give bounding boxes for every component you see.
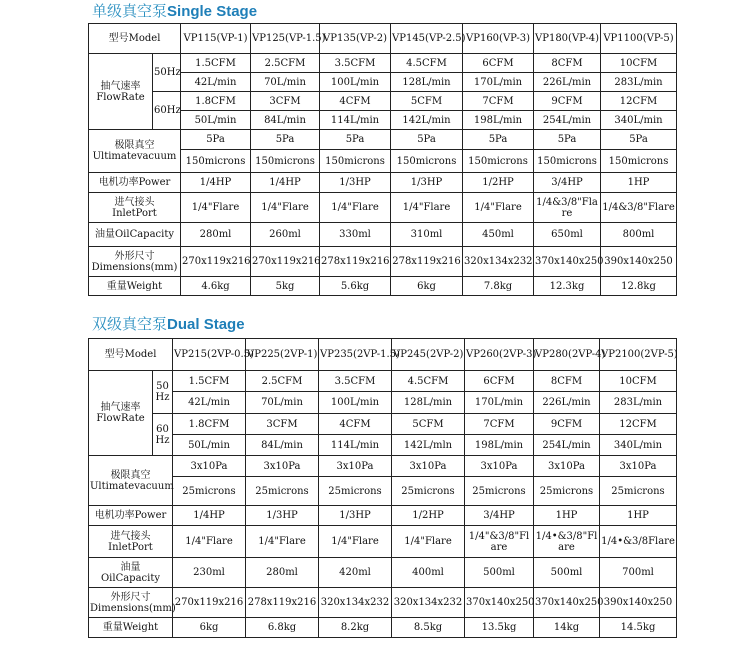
cfm-cell: 4CFM bbox=[320, 92, 391, 111]
lmin-cell: 84L/min bbox=[251, 111, 320, 130]
vacuum-cell: 3x10Pa bbox=[465, 456, 534, 477]
power-cell: 1HP bbox=[600, 506, 677, 526]
inlet-label-en: InletPort bbox=[112, 207, 157, 219]
weight-cell: 8.2kg bbox=[319, 618, 392, 638]
inlet-label-cn: 进气接头 bbox=[114, 196, 155, 208]
lmin-cell: 114L/min bbox=[319, 435, 392, 456]
oil-cell: 800ml bbox=[601, 223, 677, 247]
vacuum-cell: 150microns bbox=[181, 150, 251, 173]
power-cell: 1/3HP bbox=[246, 506, 319, 526]
vacuum-cell: 25microns bbox=[465, 477, 534, 506]
vacuum-cell: 3x10Pa bbox=[392, 456, 465, 477]
vacuum-cell: 3x10Pa bbox=[534, 456, 600, 477]
vacuum-cell: 150microns bbox=[391, 150, 463, 173]
vacuum-cell: 5Pa bbox=[320, 130, 391, 150]
cfm-cell: 1.8CFM bbox=[181, 92, 251, 111]
dual-stage-spec-table bbox=[88, 338, 677, 638]
model-cell: VP215(2VP-0.5) bbox=[173, 339, 246, 371]
power-label: 电机功率Power bbox=[89, 173, 181, 193]
dimensions-cell: 270x119x216 bbox=[173, 588, 246, 618]
vacuum-pa-row bbox=[89, 456, 677, 477]
vacuum-label-cn: 极限真空 bbox=[114, 140, 155, 151]
inlet-cell: 1/4"Flare bbox=[391, 193, 463, 223]
cfm-cell: 10CFM bbox=[601, 54, 677, 73]
inlet-cell: 1/4"Flare bbox=[246, 526, 319, 558]
lmin-cell: 170L/min bbox=[463, 73, 534, 92]
oil-cell: 700ml bbox=[600, 558, 677, 588]
power-row bbox=[89, 506, 677, 526]
dimensions-cell: 320x134x232 bbox=[392, 588, 465, 618]
cfm-cell: 2.5CFM bbox=[246, 371, 319, 392]
lmin-cell: 50L/min bbox=[173, 435, 246, 456]
vacuum-pa-row bbox=[89, 130, 677, 150]
lmin-cell: 142L/min bbox=[391, 111, 463, 130]
flow-60hz-cfm-row bbox=[89, 414, 677, 435]
lmin-cell: 128L/min bbox=[391, 73, 463, 92]
model-cell: VP260(2VP-3) bbox=[465, 339, 534, 371]
hz50-label: 50Hz bbox=[153, 54, 181, 92]
inlet-row bbox=[89, 193, 677, 223]
dimensions-label-cn: 外形尺寸 bbox=[114, 250, 155, 262]
weight-cell: 8.5kg bbox=[392, 618, 465, 638]
lmin-cell: 340L/min bbox=[600, 435, 677, 456]
cfm-cell: 6CFM bbox=[463, 54, 534, 73]
lmin-cell: 84L/min bbox=[246, 435, 319, 456]
oil-row bbox=[89, 223, 677, 247]
vacuum-cell: 3x10Pa bbox=[319, 456, 392, 477]
oil-label bbox=[89, 558, 173, 588]
dimensions-cell: 278x119x216 bbox=[246, 588, 319, 618]
inlet-cell: 1/4"Flare bbox=[251, 193, 320, 223]
weight-cell: 14kg bbox=[534, 618, 600, 638]
dimensions-cell: 370x140x250 bbox=[465, 588, 534, 618]
lmin-cell: 254L/min bbox=[534, 435, 600, 456]
inlet-label-cn: 进气接头 bbox=[110, 530, 151, 542]
flow-rate-label bbox=[89, 371, 153, 456]
vacuum-label-en: Ultimatevacuum bbox=[92, 151, 177, 162]
weight-row bbox=[89, 277, 677, 296]
cfm-cell: 2.5CFM bbox=[251, 54, 320, 73]
lmin-cell: 42L/min bbox=[181, 73, 251, 92]
oil-cell: 650ml bbox=[534, 223, 601, 247]
dimensions-label-en: Dimensions(mm) bbox=[91, 261, 178, 273]
vacuum-cell: 25microns bbox=[319, 477, 392, 506]
model-cell: VP280(2VP-4) bbox=[534, 339, 600, 371]
oil-cell: 450ml bbox=[463, 223, 534, 247]
lmin-cell: 198L/min bbox=[463, 111, 534, 130]
vacuum-cell: 25microns bbox=[534, 477, 600, 506]
model-cell: VP2100(2VP-5) bbox=[600, 339, 677, 371]
oil-cell: 230ml bbox=[173, 558, 246, 588]
single-stage-heading-cn: 单级真空泵 bbox=[92, 2, 168, 20]
vacuum-label bbox=[89, 130, 181, 173]
lmin-cell: 340L/min bbox=[601, 111, 677, 130]
cfm-cell: 9CFM bbox=[534, 92, 601, 111]
inlet-row bbox=[89, 526, 677, 558]
vacuum-microns-row bbox=[89, 477, 677, 506]
oil-row bbox=[89, 558, 677, 588]
lmin-cell: 283L/min bbox=[601, 73, 677, 92]
vacuum-label-en: Ultimatevacuum bbox=[90, 480, 174, 492]
cfm-cell: 6CFM bbox=[465, 371, 534, 392]
cfm-cell: 5CFM bbox=[392, 414, 465, 435]
inlet-cell: 1/4•&3/8Flare bbox=[600, 526, 677, 558]
cfm-cell: 1.5CFM bbox=[181, 54, 251, 73]
inlet-cell: 1/4"Flare bbox=[463, 193, 534, 223]
cfm-cell: 3CFM bbox=[246, 414, 319, 435]
vacuum-cell: 150microns bbox=[320, 150, 391, 173]
dimensions-cell: 278x119x216 bbox=[391, 247, 463, 277]
inlet-label bbox=[89, 193, 181, 223]
oil-cell: 280ml bbox=[246, 558, 319, 588]
dimensions-cell: 270x119x216 bbox=[181, 247, 251, 277]
power-cell: 1/4HP bbox=[181, 173, 251, 193]
cfm-cell: 4.5CFM bbox=[392, 371, 465, 392]
inlet-cell: 1/4&3/8"Flare bbox=[534, 193, 601, 223]
cfm-cell: 3.5CFM bbox=[320, 54, 391, 73]
inlet-cell: 1/4•&3/8"Flare bbox=[534, 526, 600, 558]
oil-cell: 280ml bbox=[181, 223, 251, 247]
lmin-cell: 100L/min bbox=[319, 392, 392, 414]
flow-50hz-cfm-row bbox=[89, 371, 677, 392]
lmin-cell: 226L/min bbox=[534, 392, 600, 414]
flow-rate-label-en: FlowRate bbox=[96, 413, 145, 424]
weight-cell: 4.6kg bbox=[181, 277, 251, 296]
inlet-cell: 1/4"Flare bbox=[181, 193, 251, 223]
vacuum-cell: 25microns bbox=[246, 477, 319, 506]
power-cell: 3/4HP bbox=[534, 173, 601, 193]
weight-cell: 12.3kg bbox=[534, 277, 601, 296]
cfm-cell: 7CFM bbox=[463, 92, 534, 111]
inlet-label-en: InletPort bbox=[108, 541, 153, 553]
power-cell: 1/3HP bbox=[320, 173, 391, 193]
dimensions-cell: 390x140x250 bbox=[600, 588, 677, 618]
model-cell: VP180(VP-4) bbox=[534, 24, 601, 54]
power-cell: 1/4HP bbox=[173, 506, 246, 526]
vacuum-cell: 150microns bbox=[601, 150, 677, 173]
vacuum-cell: 3x10Pa bbox=[600, 456, 677, 477]
vacuum-cell: 25microns bbox=[600, 477, 677, 506]
cfm-cell: 10CFM bbox=[600, 371, 677, 392]
lmin-cell: 100L/min bbox=[320, 73, 391, 92]
power-cell: 1/2HP bbox=[392, 506, 465, 526]
dimensions-label-en: Dimensions(mm) bbox=[90, 602, 176, 614]
power-cell: 1HP bbox=[534, 506, 600, 526]
lmin-cell: 170L/min bbox=[465, 392, 534, 414]
oil-cell: 260ml bbox=[251, 223, 320, 247]
cfm-cell: 8CFM bbox=[534, 371, 600, 392]
weight-label: 重量Weight bbox=[89, 277, 181, 296]
vacuum-cell: 150microns bbox=[251, 150, 320, 173]
inlet-cell: 1/4"Flare bbox=[319, 526, 392, 558]
weight-cell: 6.8kg bbox=[246, 618, 319, 638]
model-cell: VP135(VP-2) bbox=[320, 24, 391, 54]
lmin-cell: 198L/min bbox=[465, 435, 534, 456]
flow-rate-label-cn: 抽气速率 bbox=[100, 80, 141, 92]
vacuum-cell: 5Pa bbox=[534, 130, 601, 150]
vacuum-cell: 5Pa bbox=[251, 130, 320, 150]
flow-50hz-cfm-row bbox=[89, 54, 677, 73]
cfm-cell: 12CFM bbox=[600, 414, 677, 435]
oil-cell: 400ml bbox=[392, 558, 465, 588]
oil-label-en: OilCapacity bbox=[100, 572, 161, 584]
vacuum-cell: 3x10Pa bbox=[173, 456, 246, 477]
vacuum-cell: 5Pa bbox=[181, 130, 251, 150]
power-cell: 1/2HP bbox=[463, 173, 534, 193]
hz50-label: 50Hz bbox=[153, 371, 173, 414]
dual-stage-heading-en: Dual Stage bbox=[167, 316, 245, 333]
lmin-cell: 70L/min bbox=[251, 73, 320, 92]
oil-cell: 500ml bbox=[534, 558, 600, 588]
lmin-cell: 114L/min bbox=[320, 111, 391, 130]
model-cell: VP1100(VP-5) bbox=[601, 24, 677, 54]
cfm-cell: 9CFM bbox=[534, 414, 600, 435]
power-cell: 1/4HP bbox=[251, 173, 320, 193]
model-cell: VP235(2VP-1.5) bbox=[319, 339, 392, 371]
cfm-cell: 12CFM bbox=[601, 92, 677, 111]
oil-label: 油量OilCapacity bbox=[89, 223, 181, 247]
model-cell: VP225(2VP-1) bbox=[246, 339, 319, 371]
weight-cell: 14.5kg bbox=[600, 618, 677, 638]
weight-row bbox=[89, 618, 677, 638]
lmin-cell: 70L/min bbox=[246, 392, 319, 414]
oil-cell: 330ml bbox=[320, 223, 391, 247]
weight-label: 重量Weight bbox=[89, 618, 173, 638]
model-cell: VP115(VP-1) bbox=[181, 24, 251, 54]
dimensions-cell: 320x134x232 bbox=[463, 247, 534, 277]
oil-cell: 310ml bbox=[391, 223, 463, 247]
model-cell: VP245(2VP-2) bbox=[392, 339, 465, 371]
vacuum-cell: 25microns bbox=[392, 477, 465, 506]
power-cell: 1/3HP bbox=[391, 173, 463, 193]
dimensions-cell: 370x140x250 bbox=[534, 588, 600, 618]
cfm-cell: 3CFM bbox=[251, 92, 320, 111]
vacuum-cell: 5Pa bbox=[463, 130, 534, 150]
cfm-cell: 8CFM bbox=[534, 54, 601, 73]
model-cell: VP160(VP-3) bbox=[463, 24, 534, 54]
flow-60hz-cfm-row bbox=[89, 92, 677, 111]
model-label: 型号Model bbox=[89, 339, 173, 371]
power-cell: 1HP bbox=[601, 173, 677, 193]
weight-cell: 12.8kg bbox=[601, 277, 677, 296]
weight-cell: 6kg bbox=[173, 618, 246, 638]
power-cell: 1/3HP bbox=[319, 506, 392, 526]
oil-cell: 420ml bbox=[319, 558, 392, 588]
hz60-label: 60Hz bbox=[153, 92, 181, 130]
lmin-cell: 254L/min bbox=[534, 111, 601, 130]
oil-label-cn: 油量 bbox=[120, 561, 141, 573]
vacuum-cell: 25microns bbox=[173, 477, 246, 506]
flow-rate-label-cn: 抽气速率 bbox=[100, 402, 141, 413]
dimensions-cell: 390x140x250 bbox=[601, 247, 677, 277]
dual-stage-heading-cn: 双级真空泵 bbox=[92, 315, 168, 333]
vacuum-cell: 5Pa bbox=[601, 130, 677, 150]
vacuum-cell: 150microns bbox=[463, 150, 534, 173]
cfm-cell: 4.5CFM bbox=[391, 54, 463, 73]
flow-60hz-lmin-row bbox=[89, 435, 677, 456]
lmin-cell: 128L/min bbox=[392, 392, 465, 414]
inlet-cell: 1/4&3/8"Flare bbox=[601, 193, 677, 223]
inlet-label bbox=[89, 526, 173, 558]
dimensions-row bbox=[89, 588, 677, 618]
cfm-cell: 3.5CFM bbox=[319, 371, 392, 392]
dimensions-label bbox=[89, 588, 176, 618]
cfm-cell: 1.5CFM bbox=[173, 371, 246, 392]
inlet-cell: 1/4"&3/8"Flare bbox=[465, 526, 534, 558]
cfm-cell: 4CFM bbox=[319, 414, 392, 435]
dimensions-cell: 370x140x250 bbox=[534, 247, 601, 277]
vacuum-label-cn: 极限真空 bbox=[110, 469, 151, 481]
flow-50hz-lmin-row bbox=[89, 392, 677, 414]
power-row bbox=[89, 173, 677, 193]
model-label: 型号Model bbox=[89, 24, 181, 54]
dual-stage-heading bbox=[92, 315, 245, 334]
weight-cell: 5kg bbox=[251, 277, 320, 296]
lmin-cell: 142L/mln bbox=[392, 435, 465, 456]
inlet-cell: 1/4"Flare bbox=[320, 193, 391, 223]
weight-cell: 6kg bbox=[391, 277, 463, 296]
oil-cell: 500ml bbox=[465, 558, 534, 588]
model-cell: VP145(VP-2.5) bbox=[391, 24, 463, 54]
lmin-cell: 283L/min bbox=[600, 392, 677, 414]
vacuum-cell: 5Pa bbox=[391, 130, 463, 150]
cfm-cell: 7CFM bbox=[465, 414, 534, 435]
dimensions-cell: 320x134x232 bbox=[319, 588, 392, 618]
dimensions-label-cn: 外形尺寸 bbox=[110, 591, 151, 603]
hz60-label: 60Hz bbox=[153, 414, 173, 456]
vacuum-cell: 3x10Pa bbox=[246, 456, 319, 477]
dimensions-cell: 270x119x216 bbox=[251, 247, 320, 277]
dimensions-label bbox=[89, 247, 181, 277]
power-cell: 3/4HP bbox=[465, 506, 534, 526]
weight-cell: 7.8kg bbox=[463, 277, 534, 296]
lmin-cell: 50L/min bbox=[181, 111, 251, 130]
lmin-cell: 226L/min bbox=[534, 73, 601, 92]
single-stage-heading-en: Single Stage bbox=[167, 3, 258, 20]
lmin-cell: 42L/min bbox=[173, 392, 246, 414]
inlet-cell: 1/4"Flare bbox=[173, 526, 246, 558]
model-row bbox=[89, 339, 677, 371]
dimensions-row bbox=[89, 247, 677, 277]
dimensions-cell: 278x119x216 bbox=[320, 247, 391, 277]
cfm-cell: 1.8CFM bbox=[173, 414, 246, 435]
flow-rate-label bbox=[89, 54, 153, 130]
cfm-cell: 5CFM bbox=[391, 92, 463, 111]
weight-cell: 5.6kg bbox=[320, 277, 391, 296]
power-label: 电机功率Power bbox=[89, 506, 173, 526]
flow-rate-label-en: FlowRate bbox=[96, 91, 145, 103]
single-stage-heading bbox=[92, 2, 257, 21]
vacuum-label bbox=[89, 456, 173, 506]
model-cell: VP125(VP-1.5) bbox=[251, 24, 320, 54]
single-stage-spec-table bbox=[88, 23, 677, 296]
inlet-cell: 1/4"Flare bbox=[392, 526, 465, 558]
vacuum-cell: 150microns bbox=[534, 150, 601, 173]
model-row bbox=[89, 24, 677, 54]
weight-cell: 13.5kg bbox=[465, 618, 534, 638]
